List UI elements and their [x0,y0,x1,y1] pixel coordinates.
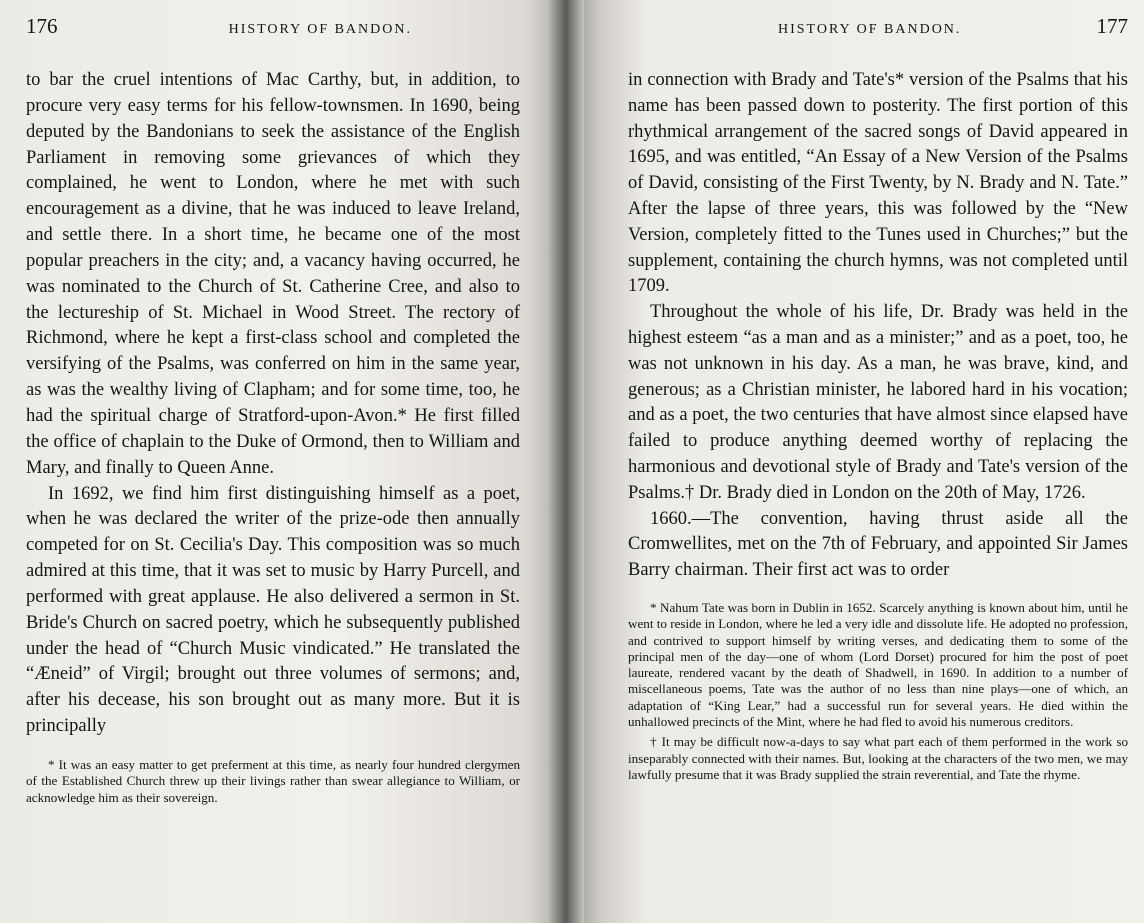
footnotes [628,600,1128,783]
running-head-title: HISTORY OF BANDON. [228,22,412,37]
footnote: * It was an easy matter to get preferment at this time, as nearly four hundred clergymen of the Established Church threw up their livings rather than swear allegiance to William, or acknowledge him as their sovereign. [26,756,520,805]
page-number: 177 [1096,14,1128,38]
running-header [26,14,520,48]
running-head-title: HISTORY OF BANDON. [778,22,962,37]
page-body [26,68,520,740]
footnotes [26,757,520,806]
paragraph: to bar the cruel intentions of Mac Carthy, but, in addition, to procure very easy terms for his fellow-townsmen. In 1690, being deputed by the Bandonians to seek the assistance of the English Parliament in removing some grievances of which they complained, he went to London, where he met with such encouragement as a divine, that he was induced to leave Ireland, and settle there. In a short time, he became one of the most popular preachers in the city; and, a vacancy having occurred, he was nominated to the Church of St. Catherine Cree, and also to the lectureship of St. Michael in Wood Street. The rectory of Richmond, where he kept a first-class school and completed the versifying of the Psalms, was conferred on him in the same year, as was the wealthy living of Clapham; and for some time, too, he had the spiritual charge of Stratford-upon-Avon.* He first filled the office of chaplain to the Duke of Ormond, then to William and Mary, and finally to Queen Anne. [26,70,520,478]
paragraph: Throughout the whole of his life, Dr. Brady was held in the highest esteem “as a man and as a minister;” and as a poet, too, he was not unknown in his day. As a man, he was brave, kind, and generous; as a Christian minister, he labored hard in his vocation; and as a poet, the two centuries that have almost since elapsed have failed to produce anything deemed worthy of replacing the harmonious and devotional style of Brady and Tate's version of the Psalms.† Dr. Brady died in London on the 20th of May, 1726. [628,302,1128,503]
left-page [0,0,566,923]
footnote: † It may be difficult now-a-days to say what part each of them performed in the work so inseparably connected with their names. But, looking at the characters of the two men, we may lawfully presume that it was Brady supplied the strain reverential, and Tate the rhyme. [628,734,1128,782]
page-number: 176 [26,14,58,38]
book-gutter [548,0,584,923]
running-header [628,14,1128,48]
page-body [628,68,1128,584]
paragraph: 1660.—The convention, having thrust aside all the Cromwellites, met on the 7th of February, and appointed Sir James Barry chairman. Their first act was to order [628,508,1128,581]
paragraph: In 1692, we find him first distinguishing himself as a poet, when he was declared the writer of the prize-ode then annually competed for on St. Cecilia's Day. This composition was so much admired at this time, that it was set to music by Harry Purcell, and performed with great applause. He also delivered a sermon in St. Bride's Church on sacred poetry, which he subsequently published under the head of “Church Music vindicated.” He translated the “Æneid” of Virgil; brought out three volumes of sermons; and, after his decease, his son brought out as many more. But it is principally [26,483,520,737]
footnote: * Nahum Tate was born in Dublin in 1652. Scarcely anything is known about him, until he went to reside in London, where he led a very idle and dissolute life. He adopted no profession, and contrived to support himself by writing verses, and dedicating them to some of the principal men of the day—one of whom (Lord Dorset) procured for him the post of poet laureate, rendered vacant by the death of Shadwell, in 1690. In addition to a number of miscellaneous poems, Tate was the author of no less than nine plays—one of which, an adaptation of “King Lear,” had a successful run for several years. He died within the unhallowed precincts of the Mint, where he had fled to avoid his numerous creditors. [628,599,1128,730]
right-page [566,0,1144,923]
paragraph: in connection with Brady and Tate's* version of the Psalms that his name has been passed down to posterity. The first portion of this rhythmical arrangement of the sacred songs of David appeared in 1695, and was entitled, “An Essay of a New Version of the Psalms of David, consisting of the First Twenty, by N. Brady and N. Tate.” After the lapse of three years, this was followed by the “New Version, completely fitted to the Tunes used in Churches;” but the supplement, containing the church hymns, was not completed until 1709. [628,70,1128,297]
